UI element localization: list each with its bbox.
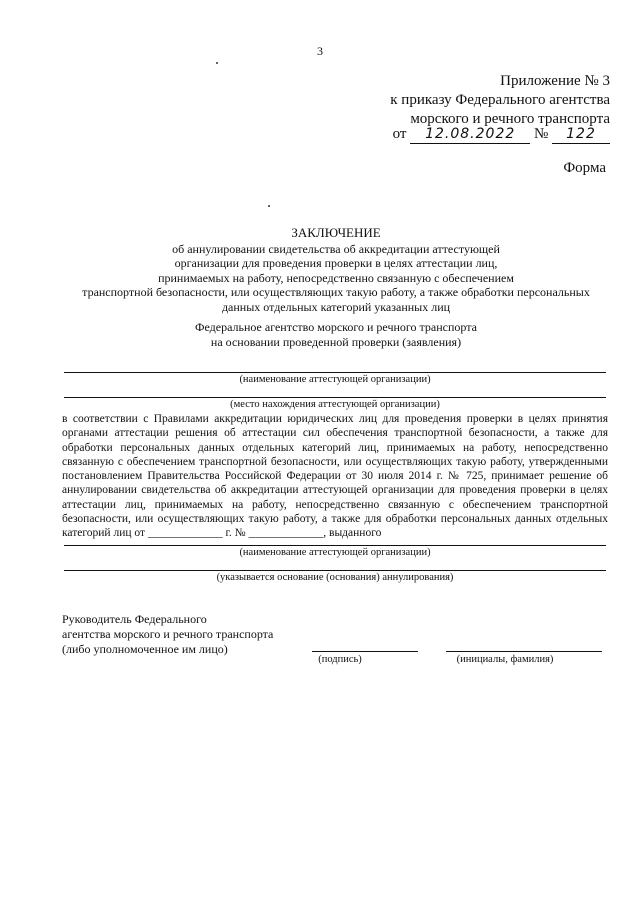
scan-speck <box>216 62 218 64</box>
fill-line-org-name-2 <box>64 545 606 546</box>
order-number: 122 <box>566 126 596 142</box>
fill-line-org-name <box>64 372 606 373</box>
body-paragraph: в соответствии с Правилами аккредитации юридических лиц для проведения проверки в целях принятия органами аттестации решения об аттестации сил обеспечения транспортной безопасности, а также для обработки персональных данных отдельных категорий лиц, принимаемых на работу, непосредственно связанную с обеспечением транспортной безопасности, или осуществляющих такую работу, утвержденными постановлением Правительства Российской Федерации от 30 июля 2014 г. № 725, принимает решение об аннулировании свидетельства об аккредитации аттестующей организации для проведения проверки в целях аттестации лиц, принимаемых на работу, непосредственно связанную с обеспечением транспортной безопасности, или осуществляющих такую работу, а также для обработки персональных данных отдельных категорий лиц от _____________ г. № _____________, выданного <box>62 413 608 540</box>
initials-line <box>446 651 602 652</box>
fill-line-basis <box>64 570 606 571</box>
signature-line <box>312 651 418 652</box>
form-label: Форма <box>563 160 606 176</box>
title-line: организации для проведения проверки в целях аттестации лиц, <box>174 256 498 270</box>
title-line: данных отдельных категорий указанных лиц <box>221 299 451 314</box>
signatory-line: агентства морского и речного транспорта <box>62 627 274 641</box>
caption-initials: (инициалы, фамилия) <box>456 654 554 665</box>
caption-basis: (указывается основание (основания) аннулирования) <box>216 572 454 583</box>
annex-header <box>390 72 610 129</box>
annex-agency: морского и речного транспорта <box>410 111 610 127</box>
title-line: об аннулировании свидетельства об аккредитации аттестующей <box>172 241 500 256</box>
date-prefix: от <box>392 126 407 142</box>
annex-title: Приложение № 3 <box>500 73 610 89</box>
title-line: транспортной безопасности, или осуществляющих такую работу, а также обработки персональных <box>82 285 590 299</box>
caption-location: (место нахождения аттестующей организации) <box>230 399 440 410</box>
order-date-number <box>393 126 610 144</box>
agency-block <box>0 320 640 349</box>
number-prefix: № <box>533 126 549 142</box>
agency-basis: на основании проведенной проверки (заявления) <box>210 334 462 349</box>
signatory-block <box>62 612 273 657</box>
annex-order-ref: к приказу Федерального агентства <box>390 92 610 108</box>
agency-name: Федеральное агентство морского и речного транспорта <box>195 320 477 334</box>
caption-org-name: (наименование аттестующей организации) <box>239 374 431 385</box>
title-line: принимаемых на работу, непосредственно связанную с обеспечением <box>158 270 514 285</box>
caption-org-name-2: (наименование аттестующей организации) <box>239 547 431 558</box>
document-title-block <box>0 226 640 314</box>
document-title: ЗАКЛЮЧЕНИЕ <box>291 225 381 240</box>
signatory-line: (либо уполномоченное им лицо) <box>62 642 228 656</box>
order-date: 12.08.2022 <box>425 126 516 142</box>
caption-signature: (подпись) <box>318 654 362 665</box>
page-number: 3 <box>317 44 323 58</box>
scan-speck <box>268 205 270 207</box>
signatory-line: Руководитель Федерального <box>62 612 207 626</box>
fill-line-location <box>64 397 606 398</box>
